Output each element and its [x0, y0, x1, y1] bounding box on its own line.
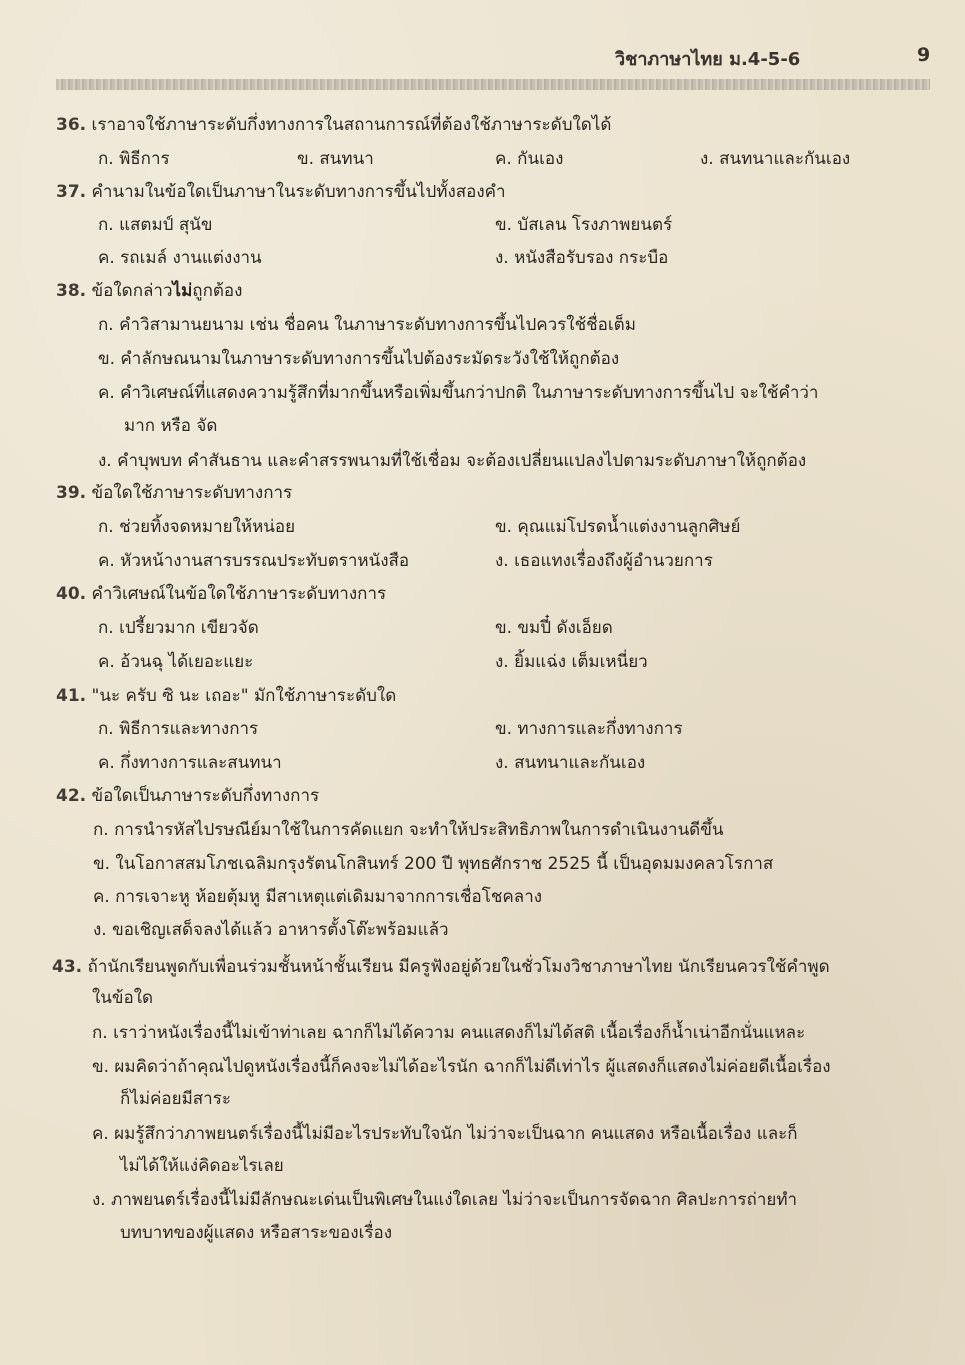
option-c-continuation: มาก หรือ จัด	[124, 416, 218, 436]
option-d: ง. ภาพยนตร์เรื่องนี้ไม่มีลักษณะเด่นเป็นพิเศษในแง่ใดเลย ไม่ว่าจะเป็นการจัดฉาก ศิลปะการถ่ายทำ	[92, 1190, 798, 1210]
option-c: ค. หัวหน้างานสารบรรณประทับตราหนังสือ	[98, 551, 410, 571]
option-c: ค. อ้วนฉุ ได้เยอะแยะ	[98, 652, 254, 672]
option-d-continuation: บทบาทของผู้แสดง หรือสาระของเรื่อง	[120, 1223, 393, 1243]
question-40	[56, 584, 386, 604]
question-text: เราอาจใช้ภาษาระดับกึ่งทางการในสถานการณ์ที่ต้องใช้ภาษาระดับใดได้	[91, 115, 612, 135]
option-b: ข. ทางการและกึ่งทางการ	[495, 719, 683, 739]
question-number: 40.	[56, 584, 87, 604]
option-d: ง. หนังสือรับรอง กระบือ	[495, 248, 669, 268]
page-number: 9	[917, 44, 931, 66]
option-c-continuation: ไม่ได้ให้แง่คิดอะไรเลย	[120, 1156, 284, 1176]
question-41	[56, 686, 396, 706]
question-text: ข้อใดใช้ภาษาระดับทางการ	[91, 483, 293, 503]
question-text: ถ้านักเรียนพูดกับเพื่อนร่วมชั้นหน้าชั้นเรียน มีครูฟังอยู่ด้วยในชั่วโมงวิชาภาษาไทย นักเรียนควรใช้คำพูด	[87, 957, 830, 977]
option-c: ค. ผมรู้สึกว่าภาพยนตร์เรื่องนี้ไม่มีอะไรประทับใจนัก ไม่ว่าจะเป็นฉาก คนแสดง หรือเนื้อเรื่อง และก็	[92, 1124, 798, 1144]
option-c: ค. การเจาะหู ห้อยตุ้มหู มีสาเหตุแต่เดิมมาจากการเชื่อโชคลาง	[93, 887, 543, 907]
question-38	[56, 281, 242, 301]
question-text-continuation: ในข้อใด	[92, 988, 154, 1008]
question-number: 42.	[56, 786, 87, 806]
option-b: ข. คำลักษณนามในภาษาระดับทางการขึ้นไปต้องระมัดระวังใช้ให้ถูกต้อง	[98, 349, 620, 369]
option-b: ข. บัสเลน โรงภาพยนตร์	[495, 215, 673, 235]
option-b-continuation: ก็ไม่ค่อยมีสาระ	[120, 1089, 231, 1109]
option-b: ข. ผมคิดว่าถ้าคุณไปดูหนังเรื่องนี้ก็คงจะไม่ได้อะไรนัก ฉากก็ไม่ดีเท่าไร ผู้แสดงก็แสดงไม่ค่อยดีเนื้อเรื่อง	[92, 1057, 831, 1077]
question-number: 38.	[56, 281, 87, 301]
option-b: ข. สนทนา	[297, 149, 374, 169]
option-d: ง. ขอเชิญเสด็จลงได้แล้ว อาหารตั้งโต๊ะพร้อมแล้ว	[93, 920, 449, 940]
question-37	[56, 182, 506, 202]
question-text: ข้อใดเป็นภาษาระดับกึ่งทางการ	[91, 786, 320, 806]
question-text-end: ถูกต้อง	[192, 281, 243, 301]
question-text: คำนามในข้อใดเป็นภาษาในระดับทางการขึ้นไปทั้งสองคำ	[91, 182, 506, 202]
option-c: ค. รถเมล์ งานแต่งงาน	[98, 248, 262, 268]
question-36	[56, 115, 611, 135]
option-a: ก. เปรี้ยวมาก เขียวจัด	[98, 618, 259, 638]
question-number: 41.	[56, 686, 87, 706]
question-text: "นะ ครับ ซิ นะ เถอะ" มักใช้ภาษาระดับใด	[91, 686, 397, 706]
option-a: ก. ช่วยทิ้งจดหมายให้หน่อย	[98, 517, 296, 537]
question-text-emphasis: ไม่	[172, 281, 193, 301]
option-a: ก. แสตมป์ สุนัข	[98, 215, 213, 235]
option-d: ง. คำบุพบท คำสันธาน และคำสรรพนามที่ใช้เชื่อม จะต้องเปลี่ยนแปลงไปตามระดับภาษาให้ถูกต้อง	[98, 451, 807, 471]
option-a: ก. พิธีการและทางการ	[98, 719, 259, 739]
option-d: ง. สนทนาและกันเอง	[700, 149, 851, 169]
option-d: ง. สนทนาและกันเอง	[495, 753, 646, 773]
option-a: ก. การนำรหัสไปรษณีย์มาใช้ในการคัดแยก จะทำให้ประสิทธิภาพในการดำเนินงานดีขึ้น	[93, 820, 724, 840]
question-number: 37.	[56, 182, 87, 202]
option-b: ข. คุณแม่โปรดน้ำแต่งงานลูกศิษย์	[495, 517, 741, 537]
question-43	[52, 957, 830, 977]
option-a: ก. คำวิสามานยนาม เช่น ชื่อคน ในภาษาระดับทางการขึ้นไปควรใช้ชื่อเต็ม	[98, 315, 636, 335]
page-header-title: วิชาภาษาไทย ม.4-5-6	[615, 49, 801, 70]
option-d: ง. ยิ้มแฉ่ง เต็มเหนี่ยว	[495, 652, 648, 672]
question-42	[56, 786, 319, 806]
option-a: ก. พิธีการ	[98, 149, 170, 169]
question-text-start: ข้อใดกล่าว	[91, 281, 173, 301]
question-number: 39.	[56, 483, 87, 503]
option-c: ค. คำวิเศษณ์ที่แสดงความรู้สึกที่มากขึ้นหรือเพิ่มขึ้นกว่าปกติ ในภาษาระดับทางการขึ้นไป จะใช้คำว่า	[98, 383, 819, 403]
question-number: 43.	[52, 957, 83, 977]
option-d: ง. เธอแทงเรื่องถึงผู้อำนวยการ	[495, 551, 713, 571]
option-a: ก. เราว่าหนังเรื่องนี้ไม่เข้าท่าเลย ฉากก็ไม่ได้ความ คนแสดงก็ไม่ได้สติ เนื้อเรื่องก็น้ำเน่าอีกนั่นแหละ	[92, 1023, 806, 1043]
option-b: ข. ขมปี๋ ดังเอ็ยด	[495, 618, 613, 638]
question-number: 36.	[56, 115, 87, 135]
question-39	[56, 483, 292, 503]
option-c: ค. กึ่งทางการและสนทนา	[98, 753, 282, 773]
question-text: คำวิเศษณ์ในข้อใดใช้ภาษาระดับทางการ	[91, 584, 387, 604]
option-b: ข. ในโอกาสสมโภชเฉลิมกรุงรัตนโกสินทร์ 200 ปี พุทธศักราช 2525 นี้ เป็นอุดมมงคลวโรกาส	[93, 854, 774, 874]
option-c: ค. กันเอง	[495, 149, 564, 169]
